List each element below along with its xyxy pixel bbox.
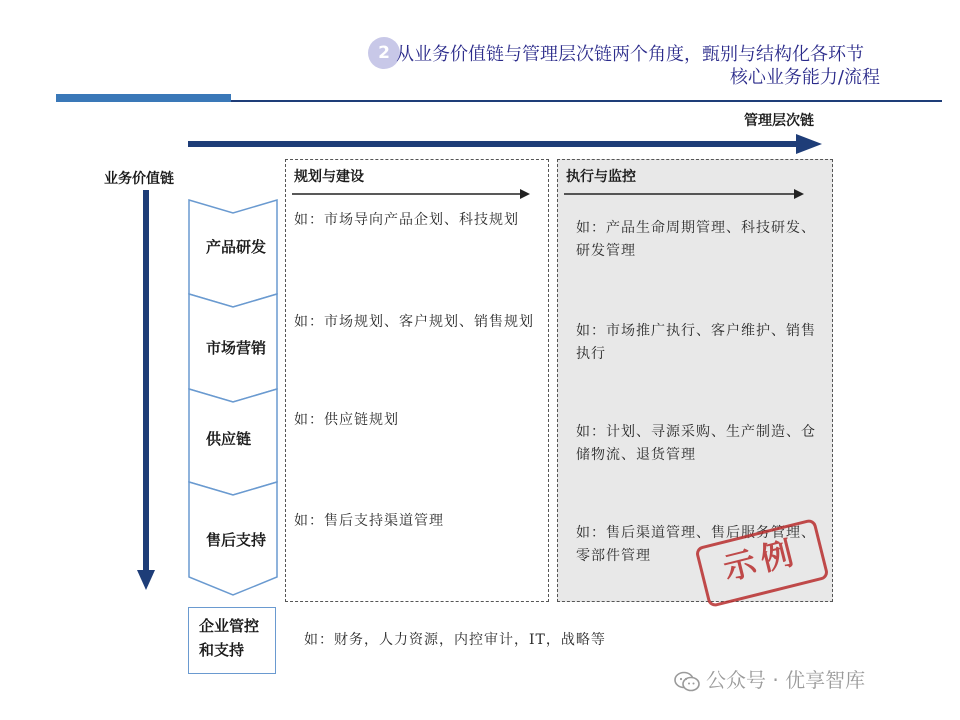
support-label-line2: 和支持 <box>199 641 245 659</box>
header-title-line1: 从业务价值链与管理层次链两个角度，甄别与结构化各环节 <box>396 44 864 65</box>
support-label-line1: 企业管控 <box>199 617 260 635</box>
cell-plan-after-sales: 如：售后支持渠道管理 <box>294 513 444 529</box>
watermark <box>674 664 865 693</box>
management-axis-label: 管理层次链 <box>744 113 814 129</box>
example-stamp: 示例 <box>694 518 829 608</box>
column-title-plan: 规划与建设 <box>294 169 364 185</box>
row-label-marketing: 市场营销 <box>206 339 267 357</box>
cell-exec-supply-chain: 如：计划、寻源采购、生产制造、仓储物流、退货管理 <box>576 424 816 463</box>
row-label-supply-chain: 供应链 <box>206 430 252 448</box>
cell-plan-rnd: 如：市场导向产品企划、科技规划 <box>294 212 519 228</box>
management-axis-arrow <box>188 132 828 156</box>
support-text: 如：财务，人力资源，内控审计，IT，战略等 <box>304 632 606 648</box>
column-title-exec: 执行与监控 <box>566 169 636 185</box>
section-number-badge: 2 <box>368 37 400 69</box>
cell-exec-rnd: 如：产品生命周期管理、科技研发、研发管理 <box>576 220 816 259</box>
row-label-after-sales: 售后支持 <box>206 531 267 549</box>
cell-plan-marketing: 如：市场规划、客户规划、销售规划 <box>294 314 534 330</box>
header-title-line2: 核心业务能力/流程 <box>729 67 880 88</box>
wechat-icon <box>674 671 700 693</box>
column-exec-arrow <box>564 188 808 200</box>
cell-exec-after-sales: 如：售后渠道管理、售后服务管理、零部件管理 <box>576 525 816 564</box>
cell-exec-marketing: 如：市场推广执行、客户维护、销售执行 <box>576 323 816 362</box>
header-accent-bar <box>56 94 231 102</box>
support-box <box>188 607 276 674</box>
watermark-text: 公众号 · 优享智库 <box>706 668 866 692</box>
row-label-rnd: 产品研发 <box>206 238 267 256</box>
cell-plan-supply-chain: 如：供应链规划 <box>294 412 399 428</box>
column-plan-arrow <box>292 188 532 200</box>
business-axis-label: 业务价值链 <box>104 171 174 187</box>
business-axis-arrow <box>136 190 156 592</box>
